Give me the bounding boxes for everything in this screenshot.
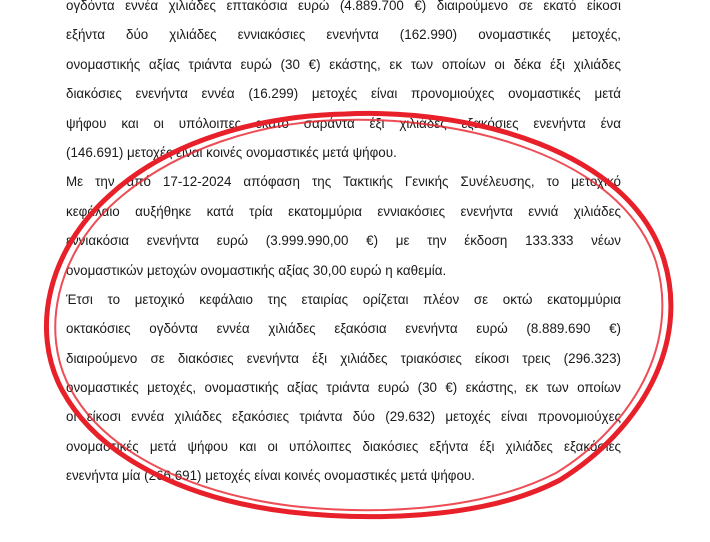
text-line: Έτσι το μετοχικό κεφάλαιο της εταιρίας ορίζεται πλέον σε οκτώ εκατομμύρια [66, 291, 621, 307]
text-line: ονομαστικής αξίας τριάντα ευρώ (30 €) εκάστης, εκ των οποίων οι δέκα έξι χιλιάδες [66, 56, 621, 72]
paragraph-capital-increase [66, 167, 621, 285]
text-line: κεφάλαιο αυξήθηκε κατά τρία εκατομμύρια εννιακόσιες ενενήντα εννιά χιλιάδες [66, 203, 621, 219]
text-line: εννιακόσια ενενήντα ευρώ (3.999.990,00 €) με την έκδοση 133.333 νέων [66, 233, 621, 249]
text-line: ονομαστικές μετοχές, ονομαστικής αξίας τριάντα ευρώ (30 €) εκάστης, εκ των οποίων [66, 380, 621, 396]
text-line: Με την από 17-12-2024 απόφαση της Τακτικής Γενικής Συνέλευσης, το μετοχικό [66, 174, 621, 190]
text-line: οκτακόσιες ογδόντα εννέα χιλιάδες εξακόσια ενενήντα ευρώ (8.889.690 €) [66, 321, 621, 337]
text-line: διακόσιες ενενήντα εννέα (16.299) μετοχές είναι προνομιούχες ονομαστικές μετά [66, 86, 621, 102]
paragraph-share-capital-final [66, 285, 621, 491]
text-line: εξήντα δύο χιλιάδες εννιακόσιες ενενήντα (162.990) ονομαστικές μετοχές, [66, 27, 621, 43]
text-line: ενενήντα μία (266.691) μετοχές είναι κοινές ονομαστικές μετά ψήφου. [66, 468, 475, 484]
text-line: ψήφου και οι υπόλοιπες εκατό σαράντα έξι χιλιάδες εξακόσιες ενενήντα ένα [66, 115, 621, 131]
document-body [66, 0, 621, 491]
text-line: οι είκοσι εννέα χιλιάδες εξακόσιες τριάντα δύο (29.632) μετοχές είναι προνομιούχες [66, 409, 621, 425]
text-line: (146.691) μετοχές είναι κοινές ονομαστικές μετά ψήφου. [66, 144, 397, 160]
text-line: διαιρούμενο σε διακόσιες ενενήντα έξι χιλιάδες τριακόσιες είκοσι τρεις (296.323) [66, 350, 621, 366]
text-line: ονομαστικές μετά ψήφου και οι υπόλοιπες διακόσιες εξήντα έξι χιλιάδες εξακόσιες [66, 438, 621, 454]
paragraph-share-capital-initial [66, 0, 621, 167]
text-line: ονομαστικών μετοχών ονομαστικής αξίας 30,00 ευρώ η καθεμία. [66, 262, 447, 278]
text-line: ογδόντα εννέα χιλιάδες επτακόσια ευρώ (4.889.700 €) διαιρούμενο σε εκατό είκοσι [66, 0, 621, 13]
